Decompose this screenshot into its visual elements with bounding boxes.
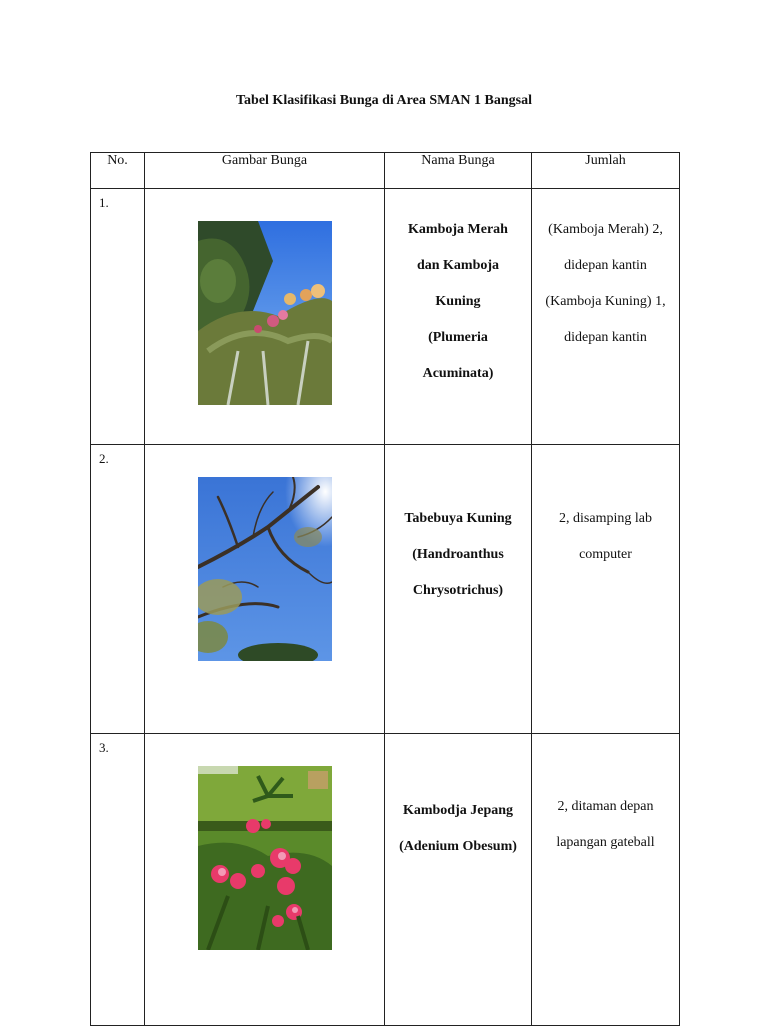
count-line: (Kamboja Kuning) 1,: [545, 294, 666, 309]
flower-name-line: (Adenium Obesum): [399, 839, 517, 854]
flower-name-cell: [385, 445, 532, 734]
image-cell: [145, 189, 385, 445]
table-header-row: [91, 153, 680, 189]
count-cell: [532, 189, 680, 445]
count-cell: [532, 445, 680, 734]
header-name: Nama Bunga: [385, 153, 532, 189]
flower-name-line: Kuning: [435, 294, 481, 309]
flower-name-line: dan Kamboja: [416, 258, 500, 273]
image-cell: [145, 445, 385, 734]
count-line: lapangan gateball: [556, 835, 655, 850]
flower-name-line: Tabebuya Kuning: [404, 511, 512, 526]
flower-name-cell: [385, 734, 532, 1026]
flower-name-line: Kamboja Merah: [408, 222, 508, 237]
count-line: didepan kantin: [564, 330, 647, 345]
count-cell: [532, 734, 680, 1026]
flower-name-line: Acuminata): [422, 366, 494, 381]
count-line: didepan kantin: [564, 258, 647, 273]
header-image: Gambar Bunga: [145, 153, 385, 189]
photo-icon: [198, 221, 332, 405]
photo-icon: [198, 766, 332, 950]
table-row: [91, 189, 680, 445]
table-row: [91, 734, 680, 1026]
header-count: Jumlah: [532, 153, 680, 189]
count-line: 2, disamping lab: [559, 511, 652, 526]
flower-name-line: (Handroanthus: [412, 547, 504, 562]
flower-name-cell: [385, 189, 532, 445]
row-number: 3.: [91, 734, 145, 1026]
page-title: Tabel Klasifikasi Bunga di Area SMAN 1 Bangsal: [235, 93, 533, 108]
row-number: 1.: [91, 189, 145, 445]
flower-name-line: Chrysotrichus): [412, 583, 504, 598]
flower-name-line: Kambodja Jepang: [402, 803, 514, 818]
header-no: No.: [91, 153, 145, 189]
flower-name-line: (Plumeria: [428, 330, 488, 345]
count-line: computer: [579, 547, 632, 562]
count-line: 2, ditaman depan: [557, 799, 654, 814]
count-line: (Kamboja Merah) 2,: [548, 222, 663, 237]
row-number: 2.: [91, 445, 145, 734]
image-cell: [145, 734, 385, 1026]
flower-classification-table: [90, 152, 680, 1026]
photo-icon: [198, 477, 332, 661]
table-row: [91, 445, 680, 734]
